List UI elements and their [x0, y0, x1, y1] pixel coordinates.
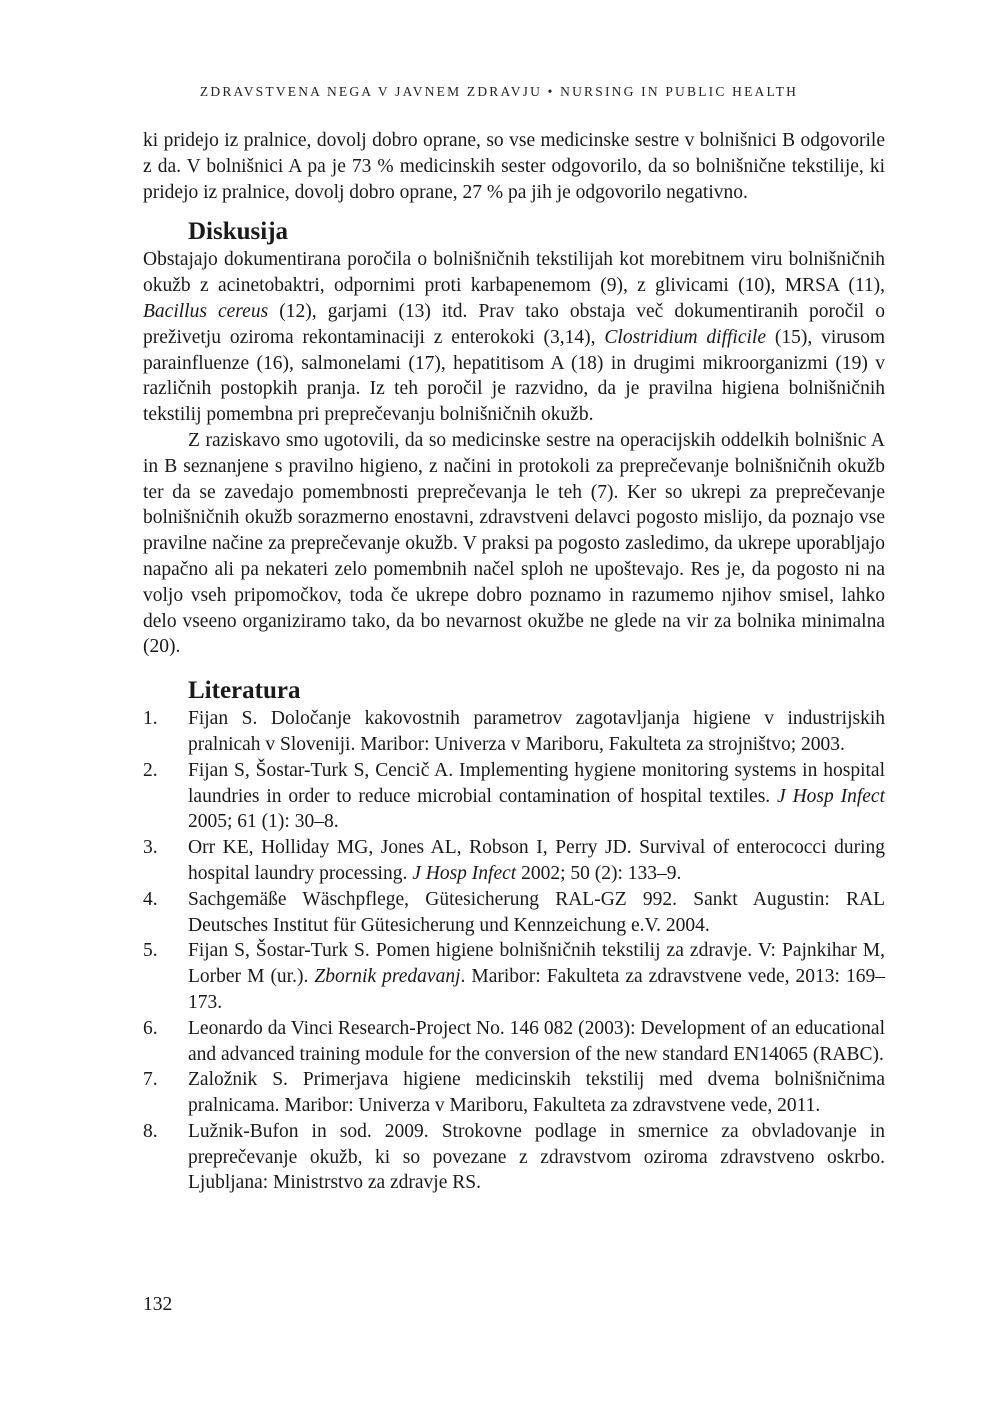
reference-number: 7.: [143, 1069, 158, 1091]
reference-number: 2.: [143, 759, 158, 781]
italic-species-name: Clostridium difficile: [604, 326, 766, 348]
discussion-heading: Diskusija: [188, 218, 289, 246]
running-header: ZDRAVSTVENA NEGA V JAVNEM ZDRAVJU • NURSING IN PUBLIC HEALTH: [199, 84, 799, 99]
journal-title: J Hosp Infect: [777, 785, 885, 807]
discussion-paragraph-1: Obstajajo dokumentirana poročila o bolnišničnih tekstilijah kot morebitnem viru bolnišničnih okužb z acinetobaktri, odpornimi proti karbapenemom (9), z glivicami (10), MRSA (11), Bacillus cereus (12), garjami (13) itd. Prav tako obstaja več dokumentiranih poročil o preživetju oziroma rekontaminaciji z enterokoki (3,14), Clostridium difficile (15), virusom parainfluenze (16), salmonelami (17), hepatitisom A (18) in drugimi mikroorganizmi (19) v različnih postopkih pranja. Iz teh poročil je razvidno, da je pravilna higiena bolnišničnih tekstilij pomembna pri preprečevanju bolnišničnih okužb.: [143, 249, 886, 426]
journal-title: J Hosp Infect: [412, 862, 517, 884]
page-body: [143, 128, 885, 1196]
reference-item: 7. Založnik S. Primerjava higiene medicinskih tekstilij med dvema bolnišničnima pralnicama. Maribor: Univerza v Mariboru, Fakulteta za zdravstvene vede, 2011.: [143, 1069, 885, 1117]
reference-number: 1.: [143, 708, 158, 730]
reference-number: 4.: [143, 888, 158, 910]
literature-heading: Literatura: [188, 677, 301, 705]
reference-item: 6. Leonardo da Vinci Research-Project No. 146 082 (2003): Development of an educational and advanced training module for the conversion of the new standard EN14065 (RABC).: [143, 1017, 885, 1065]
reference-item: 1. Fijan S. Določanje kakovostnih parametrov zagotavljanja higiene v industrijskih pralnicah v Sloveniji. Maribor: Univerza v Mariboru, Fakulteta za strojništvo; 2003.: [143, 708, 885, 755]
discussion-paragraph-2: Z raziskavo smo ugotovili, da so medicinske sestre na operacijskih oddelkih bolnišnic A in B seznanjene s pravilno higieno, z načini in protokoli za preprečevanje bolnišničnih okužb ter da se zavedajo pomembnosti preprečevanja le teh (7). Ker so ukrepi za preprečevanje bolnišničnih okužb sorazmerno enostavni, zdravstveni delavci pogosto mislijo, da poznajo vse pravilne načine za preprečevanje okužb. V praksi pa pogosto zasledimo, da ukrepe uporabljajo napačno ali pa nekateri zelo pomembnih načel sploh ne upoštevajo. Res je, da pogosto ni na voljo vseh pripomočkov, toda če ukrepe dobro poznamo in razumemo njihov smisel, lahko delo vseeno organiziramo tako, da bo nevarnost okužbe ne glede na vir za bolnika minimalna (20).: [143, 429, 885, 658]
reference-number: 6.: [143, 1017, 158, 1039]
reference-item: 8. Lužnik-Bufon in sod. 2009. Strokovne podlage in smernice za obvladovanje in preprečevanje okužb, ki so povezane z zdravstvom oziroma zdravstveno oskrbo. Ljubljana: Ministrstvo za zdravje RS.: [143, 1120, 885, 1194]
journal-title: Zbornik predavanj: [314, 966, 461, 988]
reference-number: 3.: [143, 837, 158, 859]
italic-species-name: Bacillus cereus: [143, 300, 269, 322]
reference-item: 4. Sachgemäße Wäschpflege, Gütesicherung RAL-GZ 992. Sankt Augustin: RAL Deutsches Institut für Gütesicherung und Kennzeichung e.V. 2004.: [143, 888, 885, 936]
page-number: 132: [143, 1294, 173, 1315]
reference-number: 5.: [143, 940, 158, 962]
reference-list: [143, 706, 885, 1196]
reference-item: 3. Orr KE, Holliday MG, Jones AL, Robson I, Perry JD. Survival of enterococci during hospital laundry processing. J Hosp Infect 2002; 50 (2): 133–9.: [143, 837, 885, 884]
reference-item: 2. Fijan S, Šostar-Turk S, Cencič A. Implementing hygiene monitoring systems in hospital laundries in order to reduce microbial contamination of hospital textiles. J Hosp Infect 2005; 61 (1): 30–8.: [143, 759, 885, 833]
reference-item: 5. Fijan S, Šostar-Turk S. Pomen higiene bolnišničnih tekstilij za zdravje. V: Pajnkihar M, Lorber M (ur.). Zbornik predavanj. Maribor: Fakulteta za zdravstvene vede, 2013: 169–173.: [143, 940, 885, 1013]
intro-paragraph: ki pridejo iz pralnice, dovolj dobro oprane, so vse medicinske sestre v bolnišnici B odgovorile z da. V bolnišnici A pa je 73 % medicinskih sester odgovorilo, da so bolnišnične tekstilije, ki pridejo iz pralnice, dovolj dobro oprane, 27 % pa jih je odgovorilo negativno.: [143, 130, 885, 203]
reference-number: 8.: [143, 1120, 158, 1142]
